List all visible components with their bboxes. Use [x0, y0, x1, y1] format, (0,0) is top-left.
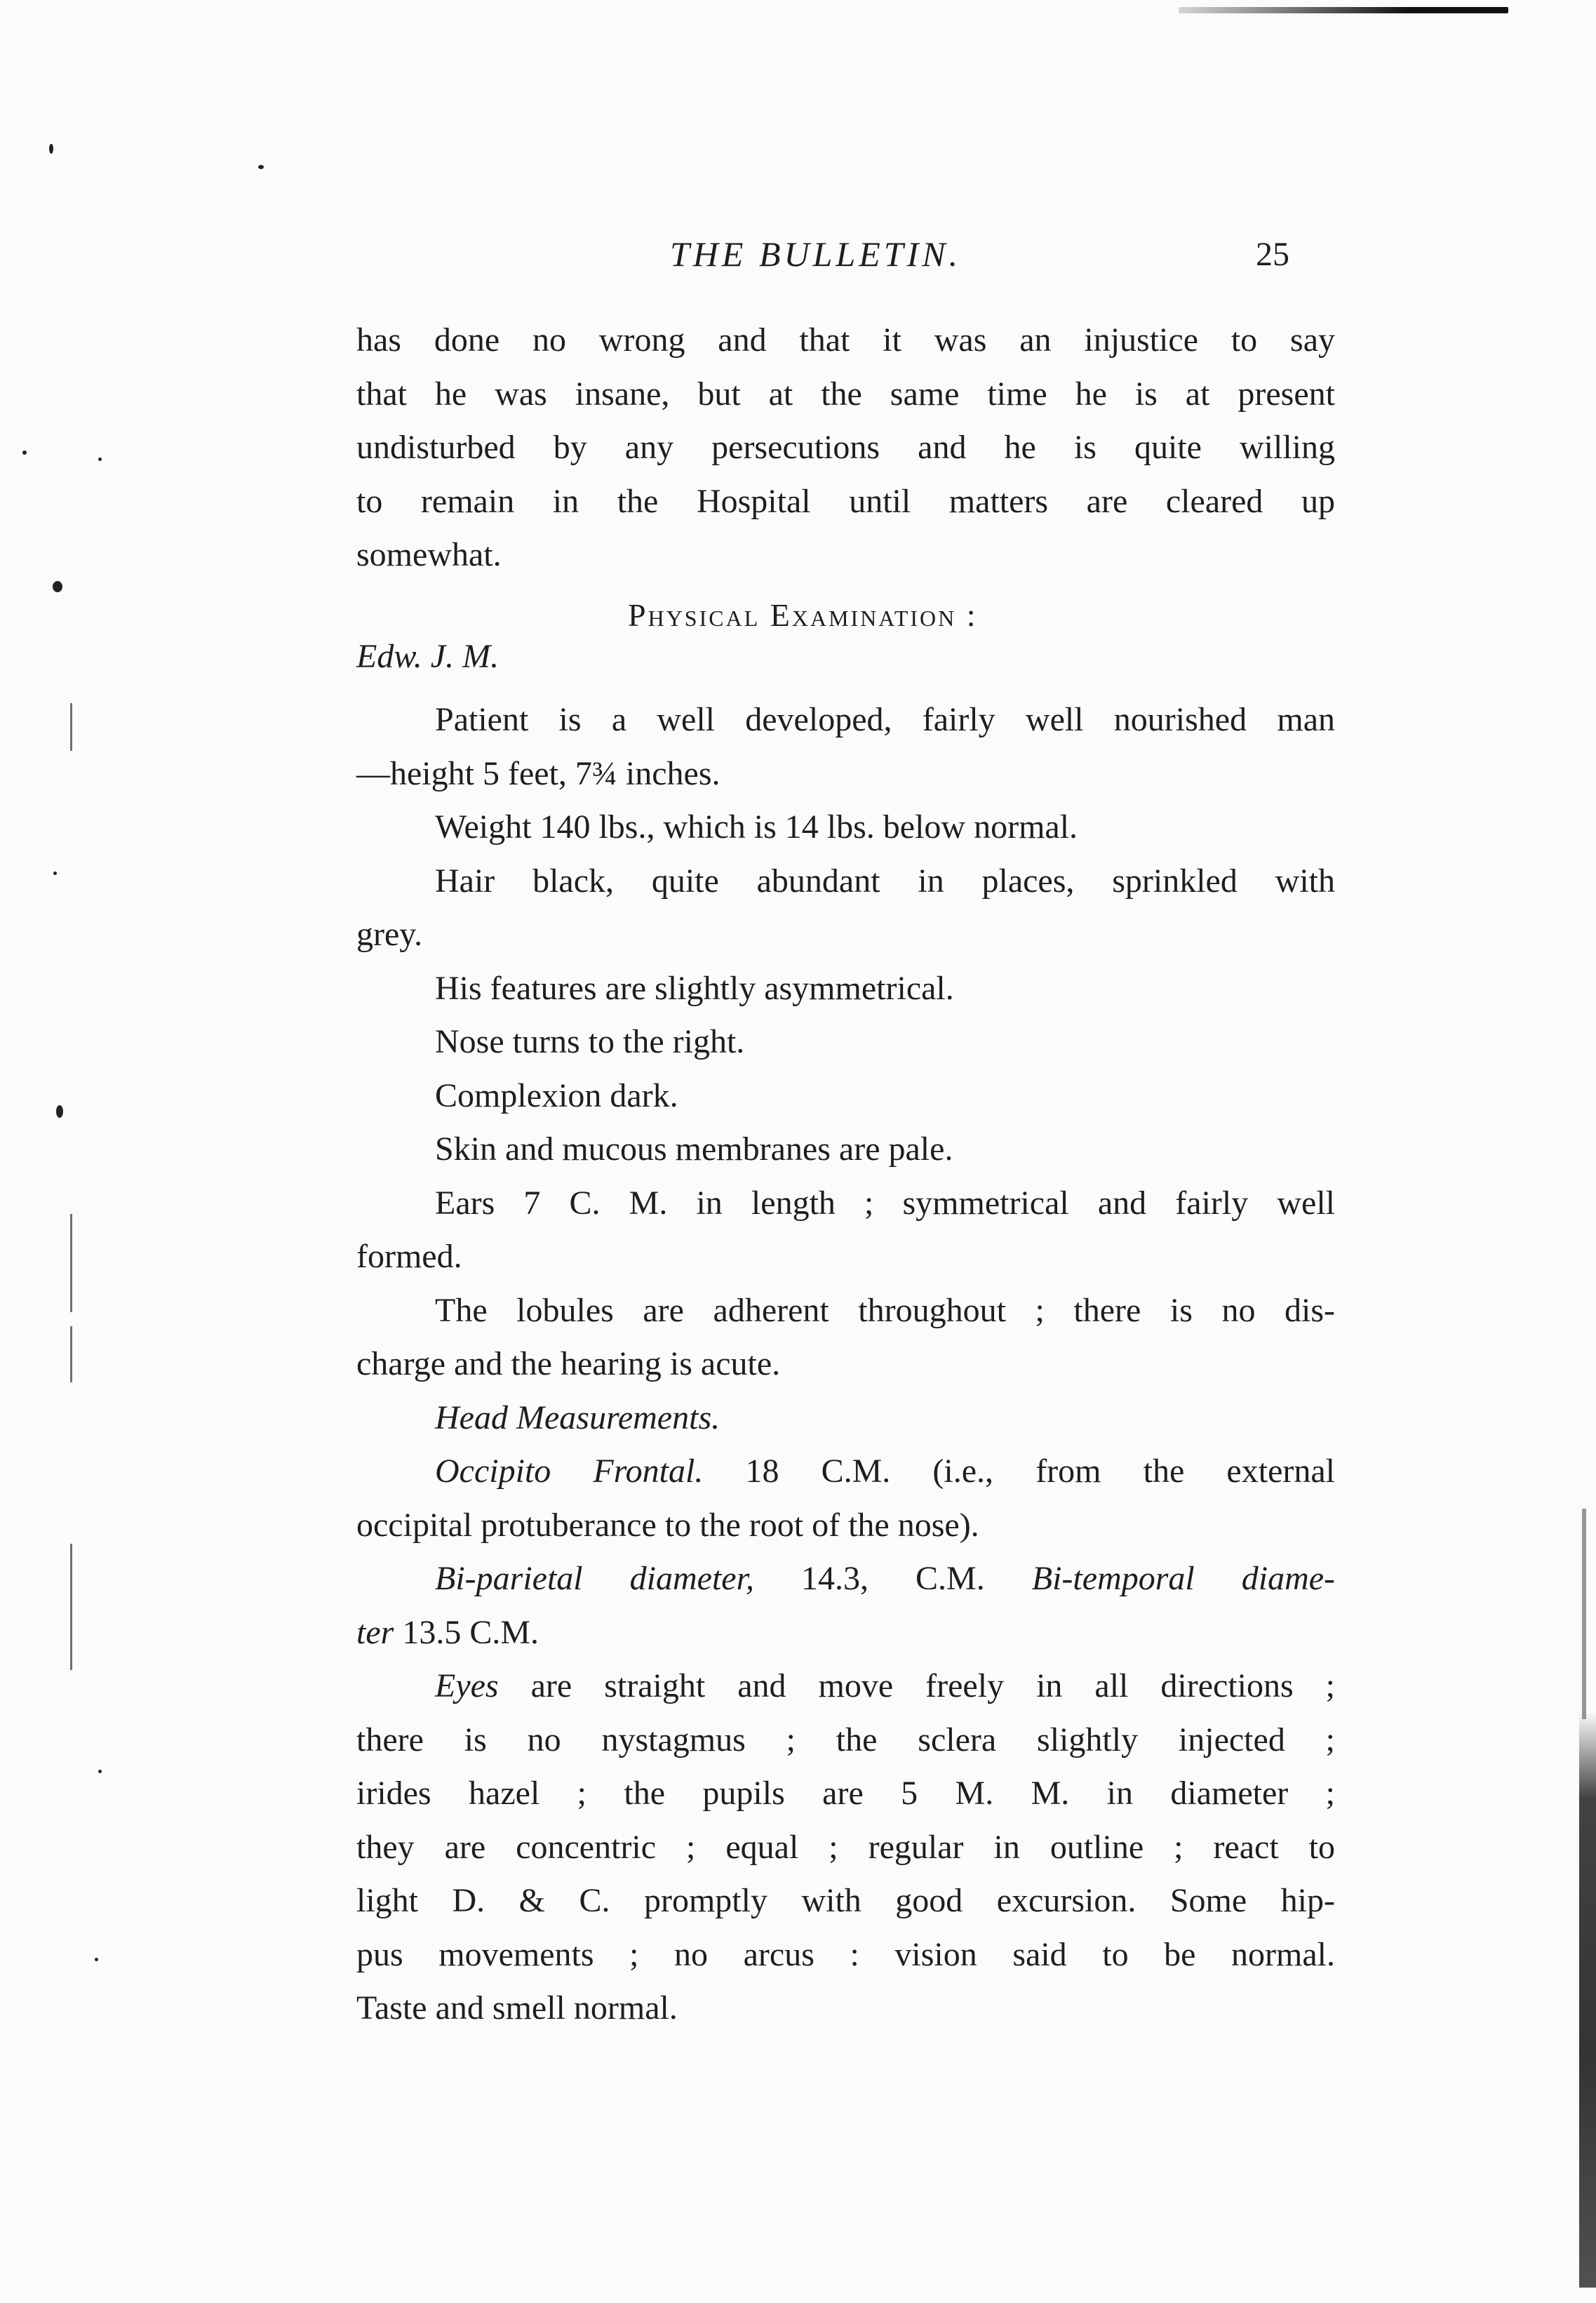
- text-line: charge and the hearing is acute.: [356, 1345, 781, 1382]
- text-line: [356, 1552, 1335, 1606]
- text-fragment: 14.3, C.M.: [801, 1560, 985, 1597]
- text-line: [356, 1445, 1335, 1499]
- scan-speck: [98, 1770, 102, 1773]
- text-line: Taste and smell normal.: [356, 1989, 678, 2027]
- text-line: [356, 1660, 1335, 1714]
- text-line: Skin and mucous membranes are pale.: [435, 1130, 953, 1168]
- text-fragment: 18 C.M. (i.e., from the external: [745, 1453, 1335, 1490]
- text-line: Ears 7 C. M. in length ; symmetrical and fairly well: [435, 1184, 1335, 1222]
- text-line: Weight 140 lbs., which is 14 lbs. below normal.: [435, 808, 1078, 846]
- scan-vertical-line: [70, 1326, 72, 1382]
- text-line: they are concentric ; equal ; regular in outline ; react to: [356, 1828, 1335, 1866]
- scan-speck: [49, 144, 53, 154]
- text-line: —height 5 feet, 7¾ inches.: [356, 754, 720, 792]
- text-line: The lobules are adherent throughout ; there is no dis-: [435, 1291, 1335, 1329]
- text-line: [356, 1606, 1335, 1660]
- scan-speck: [22, 450, 27, 455]
- case-label: Edw. J. M.: [356, 638, 499, 675]
- running-head: [0, 228, 1596, 284]
- text-line: light D. & C. promptly with good excursion. Some hip-: [356, 1882, 1335, 1919]
- term-bi-parietal: Bi-parietal diameter,: [435, 1560, 754, 1597]
- text-line: that he was insane, but at the same time he is at present: [356, 375, 1335, 413]
- running-title: THE BULLETIN.: [670, 234, 962, 274]
- text-line: pus movements ; no arcus : vision said to be normal.: [356, 1935, 1335, 1973]
- page-number: 25: [1256, 236, 1289, 273]
- term-bi-temporal: Bi-temporal diame-: [1031, 1560, 1336, 1597]
- text-line: to remain in the Hospital until matters are cleared up: [356, 482, 1335, 520]
- text-line: Nose turns to the right.: [435, 1023, 745, 1060]
- intro-paragraph: [356, 314, 1335, 582]
- text-line: irides hazel ; the pupils are 5 M. M. in diameter ;: [356, 1775, 1335, 1812]
- scan-vertical-line: [70, 1544, 72, 1670]
- text-line: occipital protuberance to the root of the nose).: [356, 1506, 979, 1544]
- scan-speck: [56, 1105, 63, 1118]
- text-fragment: 13.5 C.M.: [402, 1613, 539, 1651]
- term-eyes: Eyes: [435, 1667, 499, 1704]
- scan-vertical-line: [70, 1214, 72, 1312]
- section-heading: Physical Examination :: [628, 597, 978, 633]
- text-line: somewhat.: [356, 536, 502, 573]
- scan-right-edge-mark: [1582, 1509, 1586, 1719]
- text-line: Patient is a well developed, fairly well nourished man: [435, 701, 1335, 738]
- scan-speck: [98, 458, 102, 461]
- term-occipito-frontal: Occipito Frontal.: [435, 1453, 704, 1490]
- text-line: Hair black, quite abundant in places, sprinkled with: [435, 862, 1335, 900]
- scan-speck: [53, 872, 57, 875]
- scan-speck: [95, 1958, 98, 1961]
- scan-speck: [258, 165, 264, 169]
- text-line: has done no wrong and that it was an injustice to say: [356, 321, 1335, 359]
- subheading-head-measurements: Head Measurements.: [435, 1399, 720, 1436]
- text-line: grey.: [356, 916, 423, 953]
- term-ter: ter: [356, 1613, 394, 1651]
- scan-top-rule: [1179, 7, 1508, 13]
- text-line: His features are slightly asymmetrical.: [435, 969, 954, 1007]
- scan-speck: [53, 581, 62, 592]
- scan-right-edge-shadow: [1579, 1712, 1596, 2288]
- text-line: undisturbed by any persecutions and he is quite willing: [356, 429, 1335, 466]
- text-fragment: are straight and move freely in all directions ;: [530, 1667, 1336, 1704]
- text-line: Complexion dark.: [435, 1076, 678, 1114]
- text-line: formed.: [356, 1238, 462, 1275]
- text-line: there is no nystagmus ; the sclera slightly injected ;: [356, 1721, 1335, 1758]
- scan-vertical-line: [70, 703, 72, 751]
- examination-text: [356, 693, 1335, 2036]
